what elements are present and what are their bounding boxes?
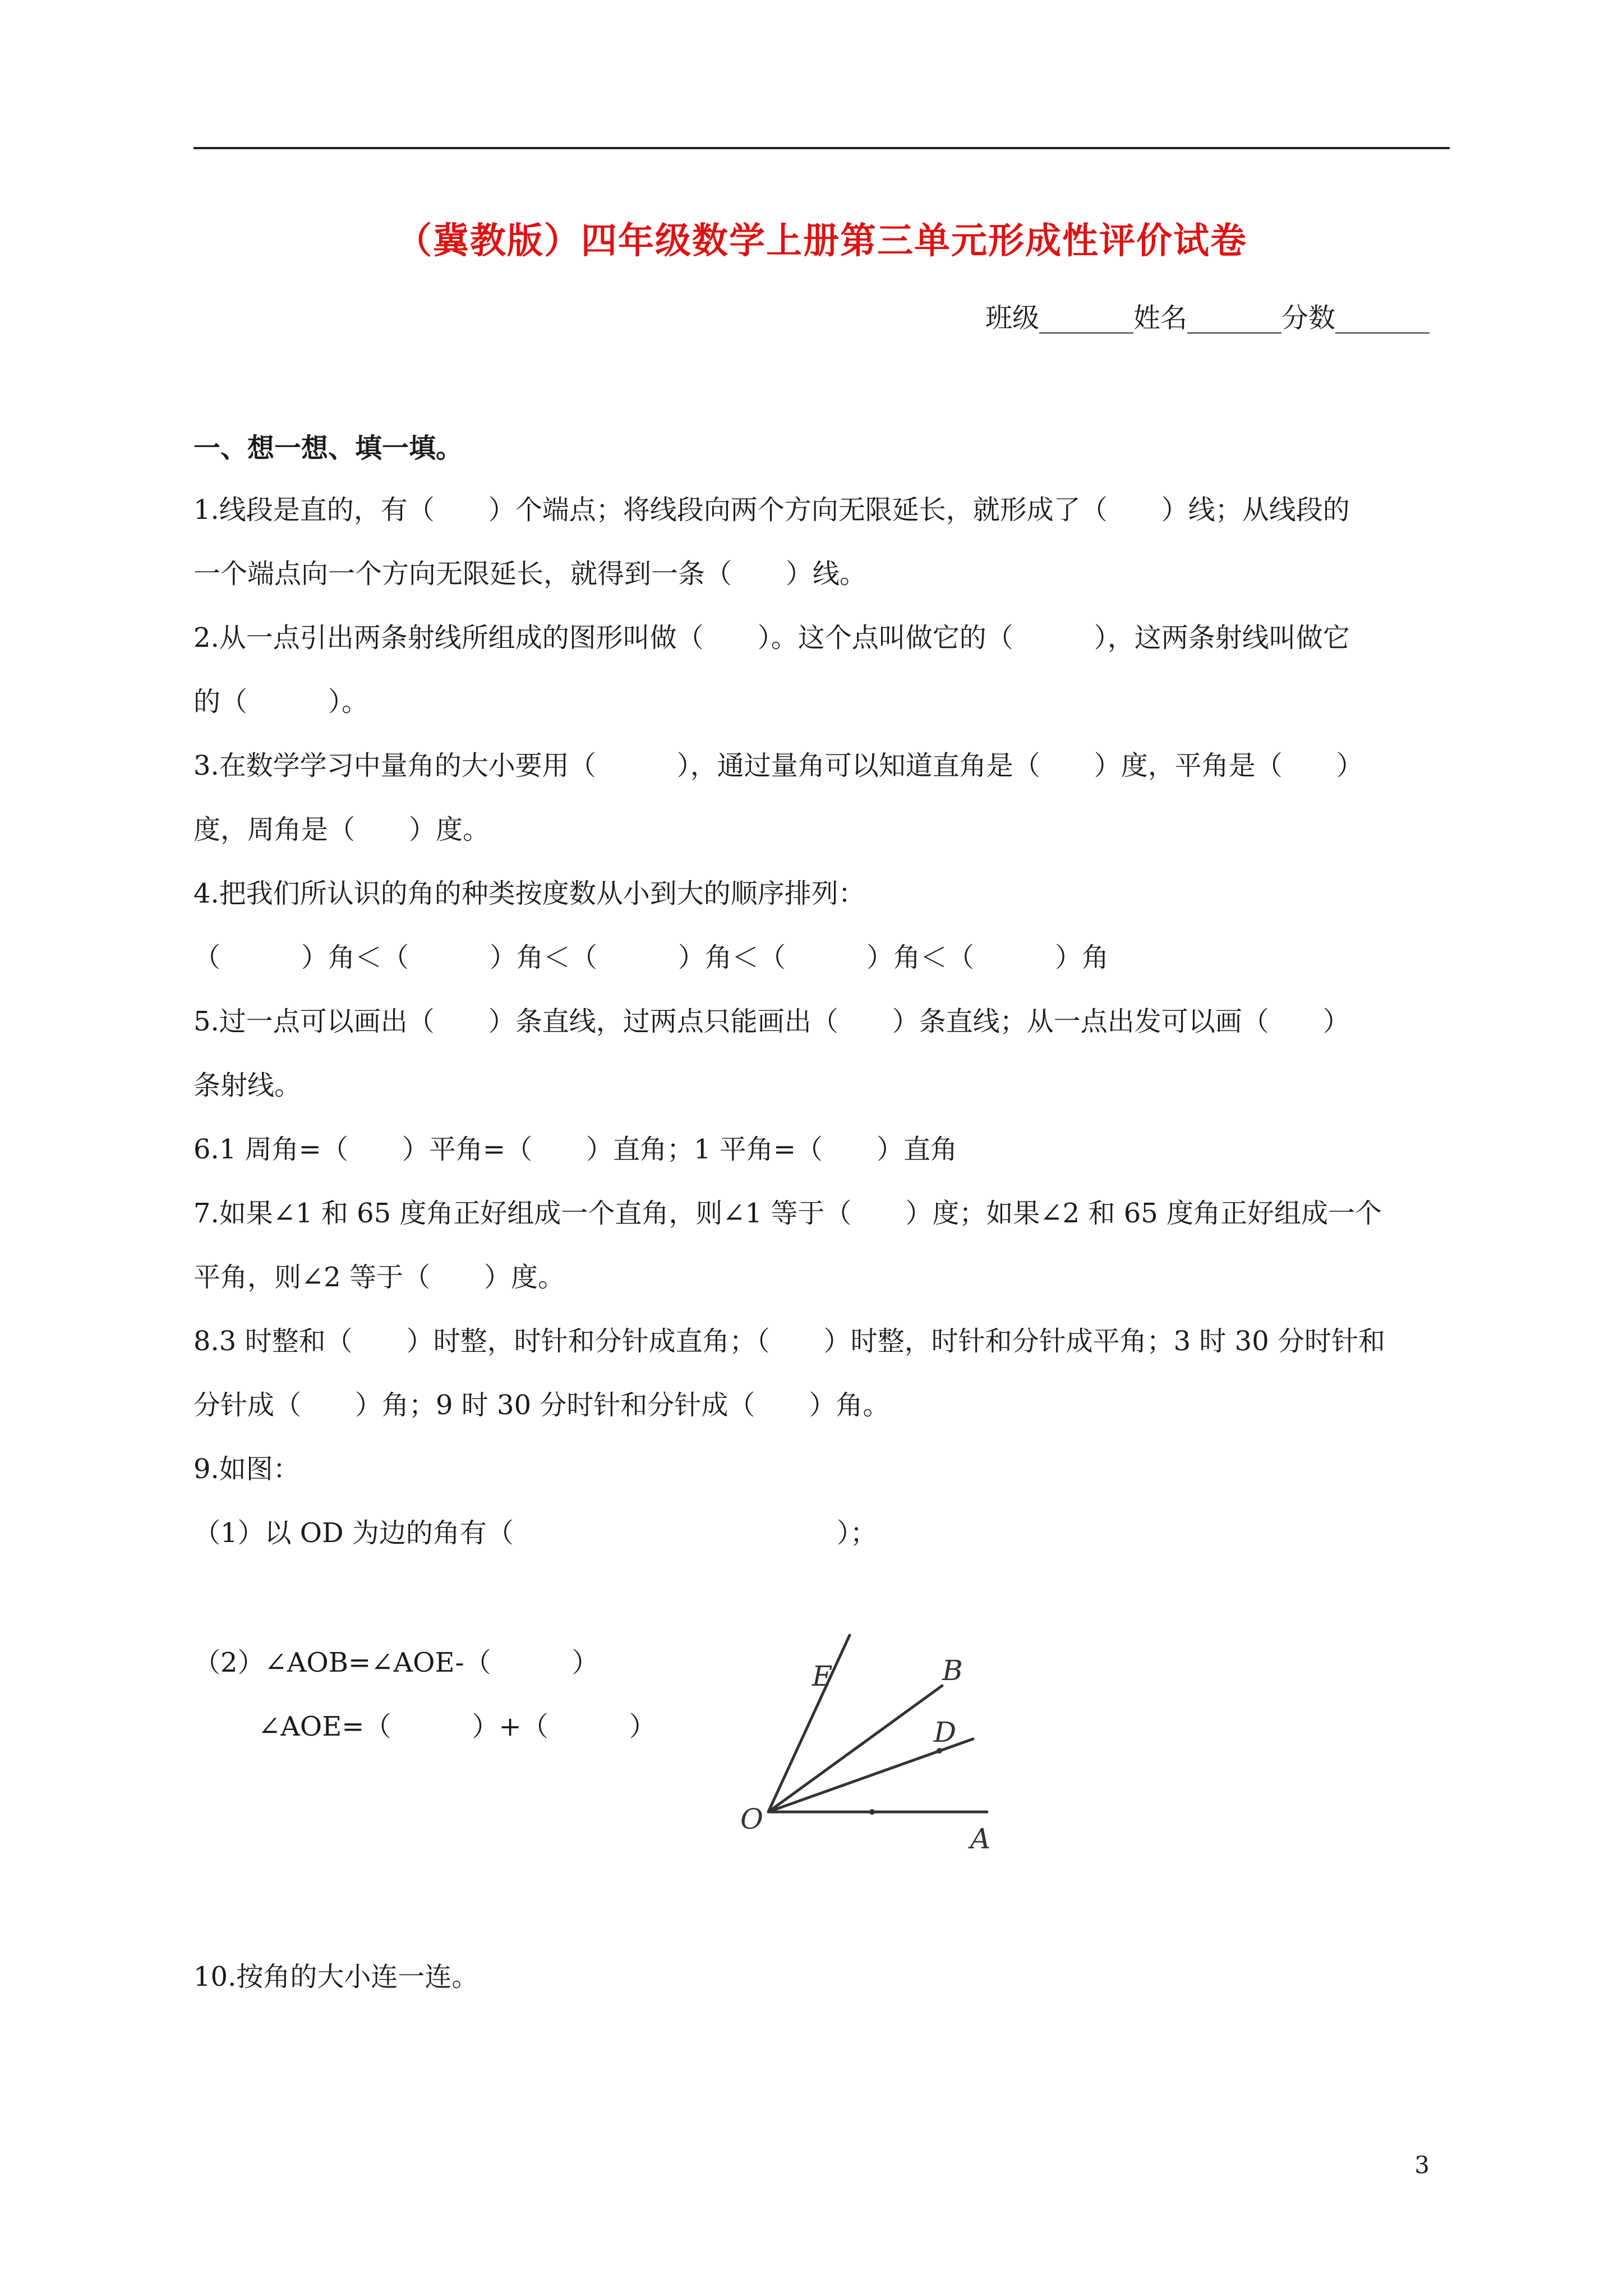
question-line: 1.线段是直的，有（ ）个端点；将线段向两个方向无限延长，就形成了（ ）线；从线段的 [193,494,1350,526]
question-line: （2）∠AOB=∠AOE-（ ） [193,1647,599,1678]
question-line: 分针成（ ）角；9 时 30 分时针和分针成（ ）角。 [193,1389,890,1421]
question-line: 的（ ）。 [193,686,369,717]
question-line: 平角，则∠2 等于（ ）度。 [193,1262,565,1293]
label-b: B [942,1654,963,1687]
page-number: 3 [1414,2151,1430,2179]
label-e: E [812,1660,833,1692]
label-a: A [970,1823,991,1855]
question-line: 4.把我们所认识的角的种类按度数从小到大的顺序排列： [193,878,865,909]
label-d: D [934,1716,957,1749]
section-title: 一、想一想、填一填。 [193,432,463,464]
question-line: （ ）角＜（ ）角＜（ ）角＜（ ）角＜（ ）角 [193,942,1109,973]
question-line: 10.按角的大小连一连。 [193,1961,479,1993]
question-line: 2.从一点引出两条射线所组成的图形叫做（ ）。这个点叫做它的（ ），这两条射线叫做它 [193,622,1350,654]
question-line: 8.3 时整和（ ）时整，时针和分针成直角；（ ）时整，时针和分针成平角；3 时 30 分时针和 [193,1326,1385,1357]
question-line: 9.如图： [193,1453,300,1485]
point-d [937,1748,942,1754]
question-line: ∠AOE=（ ）+（ ） [258,1711,656,1742]
ray-oe [768,1635,850,1812]
document-title: （冀教版）四年级数学上册第三单元形成性评价试卷 [396,220,1247,262]
angle-diagram [729,1627,1009,1874]
question-line: 一个端点向一个方向无限延长，就得到一条（ ）线。 [193,558,867,590]
ray-ob [768,1686,942,1812]
point-on-oa [869,1809,875,1815]
question-line: 7.如果∠1 和 65 度角正好组成一个直角，则∠1 等于（ ）度；如果∠2 和 65 度角正好组成一个 [193,1198,1382,1229]
ray-od [768,1739,973,1812]
label-o: O [740,1803,763,1835]
student-info-line: 班级_______姓名_______分数_______ [985,302,1430,334]
header-rule [193,147,1450,149]
question-line: 3.在数学学习中量角的大小要用（ ），通过量角可以知道直角是（ ）度，平角是（ ） [193,750,1363,781]
question-line: 度，周角是（ ）度。 [193,814,490,845]
question-line: 6.1 周角=（ ）平角=（ ）直角；1 平角=（ ）直角 [193,1134,958,1165]
question-line: 条射线。 [193,1070,302,1101]
question-line: （1）以 OD 为边的角有（ ）； [193,1517,877,1549]
question-line: 5.过一点可以画出（ ）条直线，过两点只能画出（ ）条直线；从一点出发可以画（ ） [193,1006,1350,1037]
